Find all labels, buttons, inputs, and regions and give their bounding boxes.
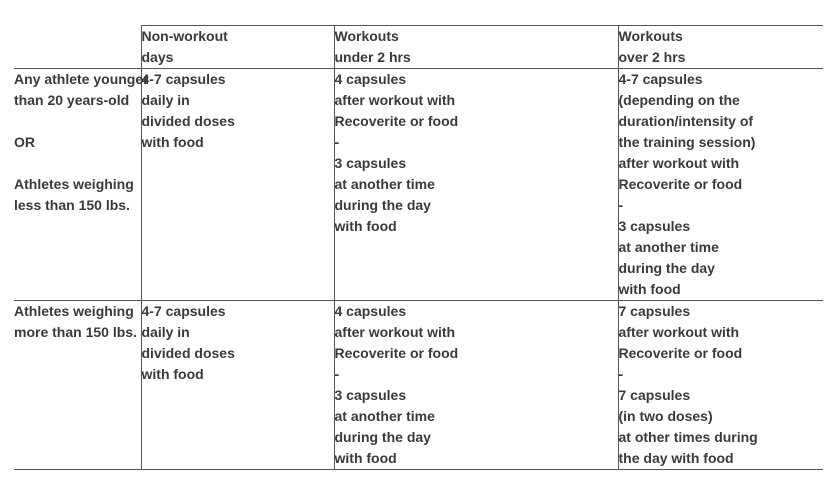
cell-line: after workout with (334, 324, 456, 340)
cell-line: the training session) (618, 134, 756, 150)
cell-line: - (618, 197, 624, 213)
header-line: days (141, 49, 174, 65)
cell-line: with food (141, 134, 204, 150)
cell-line: after workout with (618, 324, 740, 340)
cell-over-2-hrs (618, 301, 823, 470)
cell-line: daily in (141, 92, 190, 108)
label-line: Any athlete younger (14, 71, 149, 87)
row-label-young-light (14, 69, 149, 301)
cell-line: with food (141, 366, 204, 382)
cell-line: 4 capsules (334, 303, 407, 319)
cell-line: at another time (618, 239, 719, 255)
label-line: more than 150 lbs. (14, 324, 137, 340)
cell-line: with food (618, 281, 681, 297)
cell-line: - (618, 366, 624, 382)
cell-line: (depending on the (618, 92, 740, 108)
cell-line: during the day (618, 260, 715, 276)
table-row (14, 301, 823, 470)
cell-line: 7 capsules (618, 303, 691, 319)
header-over-2-hrs (618, 26, 823, 69)
cell-line: after workout with (334, 92, 456, 108)
cell-line: 7 capsules (618, 387, 691, 403)
cell-over-2-hrs (618, 69, 823, 301)
dosage-table (14, 25, 823, 470)
label-line: Athletes weighing (14, 303, 134, 319)
cell-line: divided doses (141, 113, 235, 129)
cell-line: Recoverite or food (618, 345, 743, 361)
label-or: OR (14, 134, 35, 150)
cell-line: 4 capsules (334, 71, 407, 87)
cell-line: Recoverite or food (334, 345, 459, 361)
table-header-row (14, 26, 823, 69)
header-corner-cell (14, 26, 141, 69)
cell-line: 3 capsules (334, 387, 407, 403)
header-line: Workouts (334, 28, 399, 44)
header-line: Workouts (618, 28, 683, 44)
cell-line: the day with food (618, 450, 734, 466)
cell-line: (in two doses) (618, 408, 713, 424)
cell-line: Recoverite or food (334, 113, 459, 129)
cell-line: duration/intensity of (618, 113, 754, 129)
header-under-2-hrs (334, 26, 618, 69)
cell-non-workout (141, 301, 334, 470)
cell-line: at another time (334, 176, 435, 192)
spacer (14, 153, 141, 174)
cell-under-2-hrs (334, 301, 618, 470)
cell-line: during the day (334, 197, 431, 213)
spacer (14, 111, 141, 132)
cell-line: at other times during (618, 429, 758, 445)
cell-line: divided doses (141, 345, 235, 361)
header-line: under 2 hrs (334, 49, 411, 65)
cell-line: - (334, 134, 340, 150)
cell-under-2-hrs (334, 69, 618, 301)
table-row (14, 69, 823, 301)
cell-line: at another time (334, 408, 435, 424)
cell-line: with food (334, 218, 397, 234)
cell-line: with food (334, 450, 397, 466)
cell-line: 4-7 capsules (141, 71, 226, 87)
header-line: Non-workout (141, 28, 228, 44)
label-line: than 20 years-old (14, 92, 130, 108)
cell-line: 4-7 capsules (141, 303, 226, 319)
label-line: less than 150 lbs. (14, 197, 130, 213)
header-line: over 2 hrs (618, 49, 686, 65)
header-non-workout (141, 26, 334, 69)
cell-line: after workout with (618, 155, 740, 171)
cell-line: daily in (141, 324, 190, 340)
cell-line: 4-7 capsules (618, 71, 703, 87)
cell-non-workout (141, 69, 334, 301)
cell-line: Recoverite or food (618, 176, 743, 192)
row-label-heavy (14, 301, 141, 470)
cell-line: 3 capsules (334, 155, 407, 171)
cell-line: during the day (334, 429, 431, 445)
label-line: Athletes weighing (14, 176, 134, 192)
cell-line: 3 capsules (618, 218, 691, 234)
cell-line: - (334, 366, 340, 382)
